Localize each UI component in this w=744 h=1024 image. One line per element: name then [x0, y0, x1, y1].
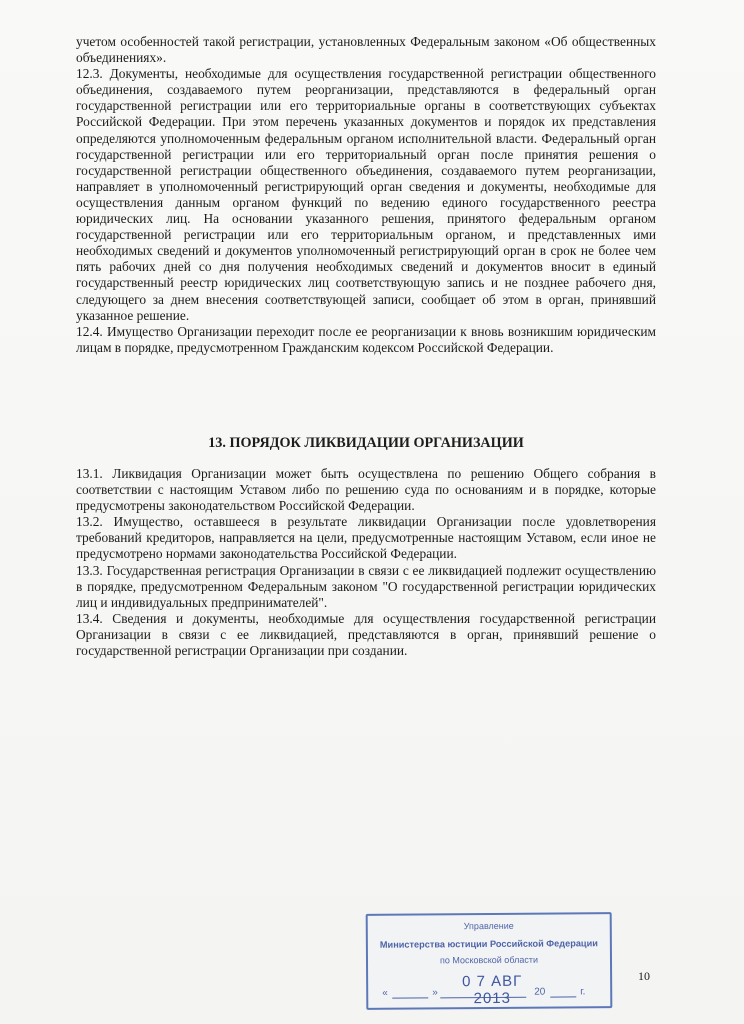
stamp-line-3: по Московской области: [439, 954, 538, 966]
section-12-text: [76, 34, 656, 356]
paragraph-13-4: 13.4. Сведения и документы, необходимые для осуществления государственной регистрации Организации в связи с ее ликвидацией, представляются в орган, принявший решение о государственной регистрации Организации при создании.: [76, 610, 656, 659]
registration-stamp: [366, 912, 613, 1010]
stamp-year-underline: [550, 996, 576, 997]
page-number: 10: [638, 969, 650, 983]
paragraph-12-3: 12.3. Документы, необходимые для осуществления государственной регистрации общественного объединения, создаваемого путем реорганизации, представляются в федеральный орган государственной регистрации или его территориальные органы в соответствующих субъектах Российской Федерации. При этом перечень указанных документов и порядок их представления определяются уполномоченным федеральным органом исполнительной власти. Федеральный орган государственной регистрации или его территориальный орган после принятия решения о государственной регистрации общественного объединения, создаваемого путем реорганизации, направляет в уполномоченный регистрирующий орган сведения и документы, необходимые для осуществления данным органом функций по ведению единого государственного реестра юридических лиц. На основании указанного решения, принятого федеральным органом государственной регистрации или его территориальным органом, и представленных ими необходимых сведений и документов уполномоченный регистрирующий орган в срок не более чем пять рабочих дней со дня получения необходимых сведений и документов вносит в единый государственный реестр юридических лиц соответствующую запись и не позднее рабочего дня, следующего за днем внесения соответствующей записи, сообщает об этом в орган, принявший указанное решение.: [76, 66, 656, 323]
paragraph-13-1: 13.1. Ликвидация Организации может быть осуществлена по решению Общего собрания в соответствии с настоящим Уставом либо по решению суда по основаниям и в порядке, которые предусмотрены законодательством Российской Федерации.: [76, 466, 656, 514]
paragraph-12-2-continuation: учетом особенностей такой регистрации, установленных Федеральным законом «Об общественных объединениях».: [76, 34, 656, 66]
stamp-line-2: Министерства юстиции Российской Федерации: [379, 938, 598, 950]
section-13-text: [76, 466, 656, 659]
paragraph-13-3: 13.3. Государственная регистрация Организации в связи с ее ликвидацией подлежит осуществлению в порядке, предусмотренном Федеральным законом "О государственной регистрации юридических лиц и индивидуальных предпринимателей".: [76, 562, 656, 610]
stamp-date: 0 7 АВГ 2013: [462, 972, 523, 1008]
stamp-year-suffix: г.: [580, 986, 586, 998]
section-13-title: 13. ПОРЯДОК ЛИКВИДАЦИИ ОРГАНИЗАЦИИ: [208, 435, 524, 451]
stamp-day-underline: [392, 997, 428, 998]
stamp-open-quote: «: [382, 987, 388, 999]
stamp-year-prefix: 20: [534, 986, 546, 998]
paragraph-13-2: 13.2. Имущество, оставшееся в результате ликвидации Организации после удовлетворения требований кредиторов, направляется на цели, предусмотренные настоящим Уставом, если иное не предусмотрено нормами законодательства Российской Федерации.: [76, 514, 656, 562]
stamp-close-quote: »: [432, 987, 438, 999]
stamp-date-row: [378, 972, 600, 1008]
paragraph-12-4: 12.4. Имущество Организации переходит после ее реорганизации к вновь возникшим юридическим лицам в порядке, предусмотренном Гражданским кодексом Российской Федерации.: [76, 323, 656, 355]
stamp-line-1: Управление: [463, 920, 514, 932]
